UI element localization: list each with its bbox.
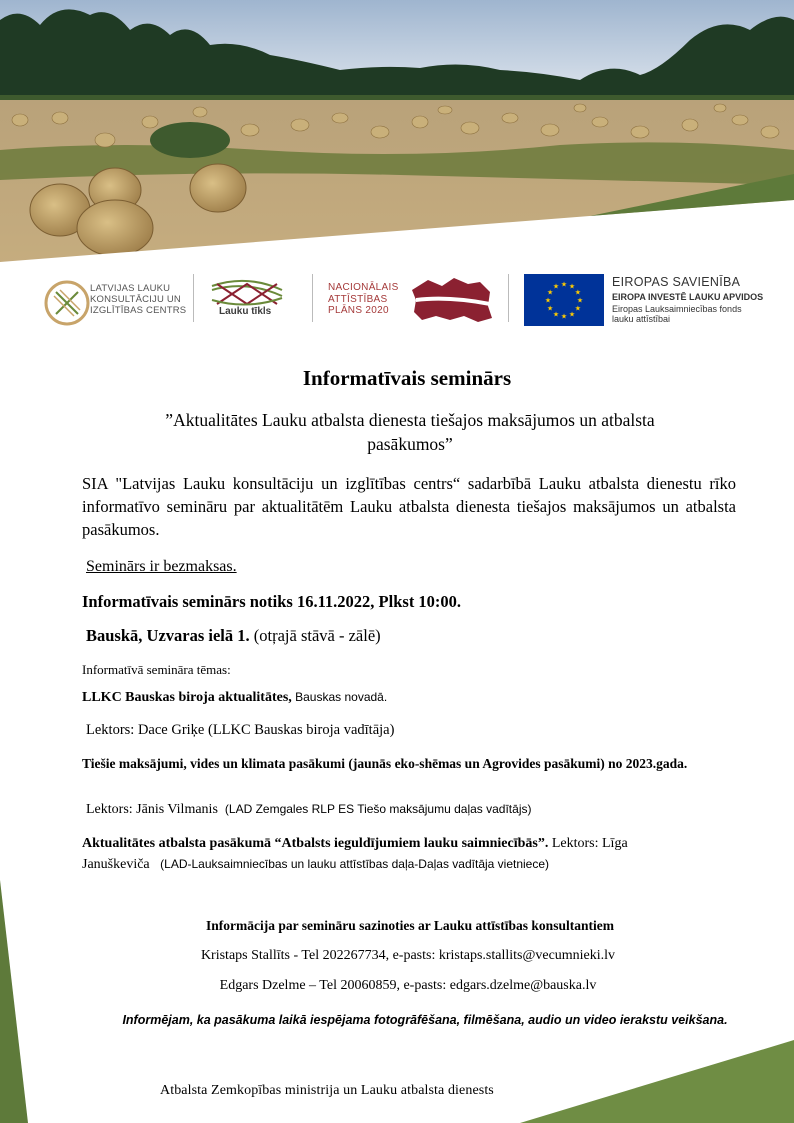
eu-star: ★ [544, 296, 552, 305]
topic-1 [82, 690, 387, 706]
lauku-tikls-logo [205, 270, 295, 334]
location-address: Bauskā, Uzvaras ielā 1. [86, 626, 250, 645]
logo-divider [312, 274, 313, 322]
llkc-logo-text [90, 283, 186, 316]
nap-line3: PLĀNS 2020 [328, 305, 389, 316]
llkc-logo-icon [44, 280, 90, 326]
eu-star: ★ [560, 312, 568, 321]
eu-star: ★ [574, 304, 581, 313]
eu-slogan: EIROPA INVESTĒ LAUKU APVIDOS [612, 292, 764, 302]
nap2020-text [328, 282, 399, 317]
topic-3-title: Aktualitātes atbalsta pasākumā “Atbalsts ieguldījumiem lauku saimniecībās”. [82, 836, 549, 851]
topic-1-title: LLKC Bauskas biroja aktualitātes, [82, 690, 292, 705]
seminar-date-time: Informatīvais seminārs notiks 16.11.2022, Plkst 10:00. [82, 592, 462, 611]
eu-star: ★ [547, 304, 554, 313]
eu-title: EIROPAS SAVIENĪBA [612, 275, 741, 289]
lecturer-1: Lektors: Dace Griķe (LLKC Bauskas biroja vadītāja) [86, 722, 395, 738]
eu-star: ★ [552, 282, 560, 291]
llkc-line3: IZGLĪTĪBAS CENTRS [90, 305, 187, 316]
topic-3-lecturer: Lektors: Līga Januškeviča [82, 836, 628, 872]
location-room: (otŗajā stāvā - zālē) [249, 626, 381, 645]
eu-star: ★ [574, 288, 581, 297]
topic-1-region: Bauskas novadā. [291, 690, 388, 704]
logo-divider [508, 274, 509, 322]
eu-fund-line2: lauku attīstībai [612, 314, 671, 324]
nap-line2: ATTĪSTĪBAS [328, 293, 388, 305]
nap2020-logo [328, 270, 498, 334]
lecturer-2-name: Lektors: Jānis Vilmanis [86, 802, 218, 817]
page-subtitle: ”Aktualitātes Lauku atbalsta dienesta tiešajos maksājumos un atbalsta pasākumos” [165, 410, 655, 454]
topic-3-lecturer-role: (LAD-Lauksaimniecības un lauku attīstības daļa-Daļas vadītāja vietniece) [160, 857, 550, 871]
latvia-map-icon [408, 276, 494, 326]
hero-photo [0, 0, 794, 270]
eu-star: ★ [552, 310, 560, 319]
lecturer-2 [86, 802, 531, 818]
eu-star: ★ [547, 288, 554, 297]
topics-label: Informatīvā semināra tēmas: [82, 662, 231, 677]
contact-heading: Informācija par semināru sazinoties ar Lauku attīstības konsultantiem [206, 918, 614, 933]
support-footer: Atbalsta Zemkopības ministrija un Lauku atbalsta dienests [160, 1083, 494, 1098]
eu-fund-text [612, 304, 742, 324]
lauku-tikls-label: Lauku tīkls [219, 306, 272, 317]
free-of-charge-note: Seminārs ir bezmaksas. [86, 558, 237, 575]
nap-line1: NACIONĀLAIS [328, 282, 399, 293]
topic-3 [82, 834, 702, 875]
llkc-logo [40, 270, 190, 334]
llkc-line2: KONSULTĀCIJU UN [90, 294, 181, 305]
eu-flag-icon [524, 274, 604, 326]
llkc-line1: LATVIJAS LAUKU [90, 283, 171, 294]
eu-star: ★ [576, 296, 584, 305]
partner-logos-row [40, 270, 780, 334]
lecturer-2-role: (LAD Zemgales RLP ES Tiešo maksājumu daļas vadītājs) [224, 802, 532, 816]
eu-star: ★ [568, 282, 576, 291]
photo-notice: Informējam, ka pasākuma laikā iespējama fotogrāfēšana, filmēšana, audio un video ierakstu veikšana. [122, 1013, 728, 1027]
eu-fund-line1: Eiropas Lauksaimniecības fonds [612, 304, 742, 314]
eu-star: ★ [560, 280, 568, 289]
topic-2: Tiešie maksājumi, vides un klimata pasākumi (jaunās eko-shēmas un Agrovides pasākumi) no 2023.gada. [82, 756, 688, 771]
eu-text-block [612, 270, 792, 334]
hay-bale-field-photo [0, 0, 794, 270]
logo-divider [193, 274, 194, 322]
contact-2: Edgars Dzelme – Tel 20060859, e-pasts: edgars.dzelme@bauska.lv [219, 978, 597, 993]
contact-1: Kristaps Stallīts - Tel 202267734, e-pasts: kristaps.stallits@vecumnieki.lv [200, 948, 616, 963]
page-title: Informatīvais seminārs [302, 366, 512, 390]
seminar-location [86, 626, 381, 646]
eu-star: ★ [568, 310, 576, 319]
intro-paragraph: SIA "Latvijas Lauku konsultāciju un izglītības centrs“ sadarbībā Lauku atbalsta dienestu rīko informatīvo semināru par aktualitātēm Lauku atbalsta dienesta tiešajos maksājumos un atbalsta pasākumos. [82, 474, 736, 539]
